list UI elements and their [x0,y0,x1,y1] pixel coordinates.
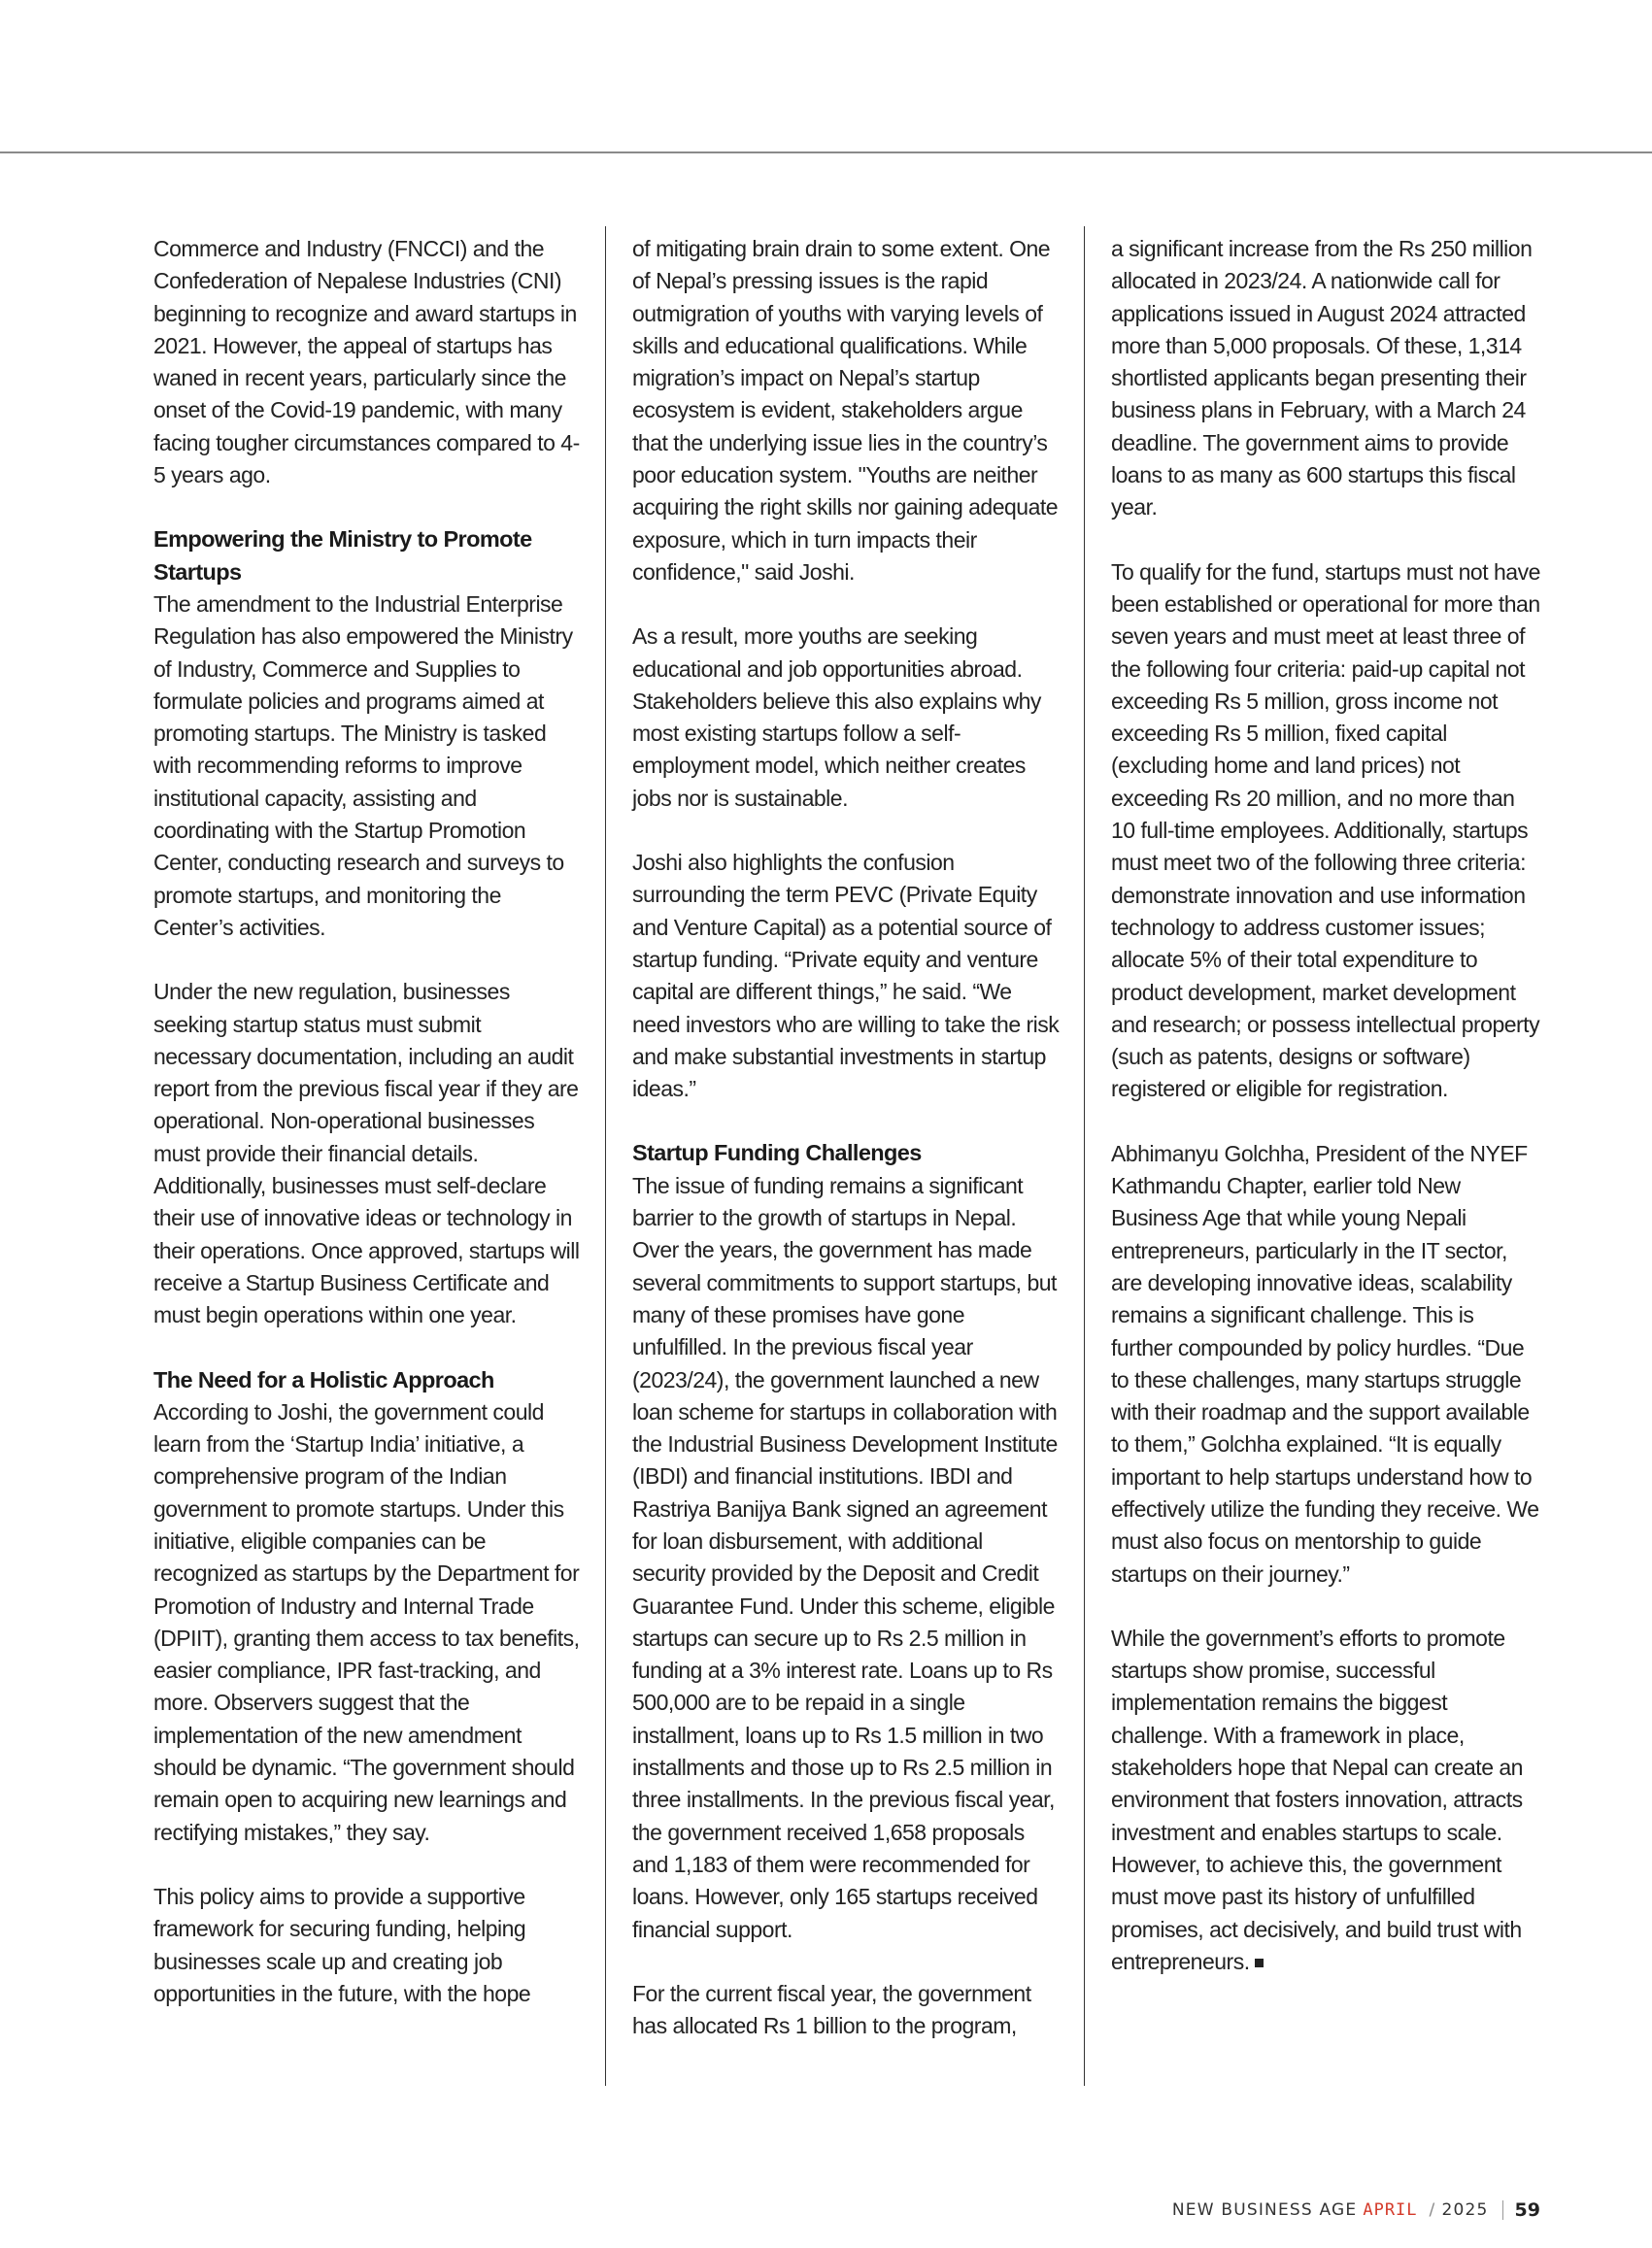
header-rule [0,151,1652,153]
column-divider [605,226,606,2086]
final-paragraph [1111,1623,1540,1978]
paragraph: According to Joshi, the government could learn from the ‘Startup India’ initiative, a comprehensive program of the Indian government to promote startups. Under this initiative, eligible companies can be recognized as startups by the Department for Promotion of Industry and Internal Trade (DPIIT), granting them access to tax benefits, easier compliance, IPR fast-tracking, and more. Observers suggest that the implementation of the new amendment should be dynamic. “The government should remain open to acquiring new learnings and rectifying mistakes,” they say. [153,1398,580,1845]
paragraph: Abhimanyu Golchha, President of the NYEF Kathmandu Chapter, earlier told New Business Age that while young Nepali entrepreneurs, particularly in the IT sector, are developing innovative ideas, scalability remains a significant challenge. This is further compounded by policy hurdles. “Due to these challenges, many startups struggle with their roadmap and the support available to them,” Golchha explained. “It is equally important to help startups understand how to effectively utilize the funding they receive. We must also focus on mentorship to guide startups on their journey.” [1111,1140,1539,1587]
date-separator: / [1429,2200,1436,2220]
paragraph: Under the new regulation, businesses seeking startup status must submit necessary documentation, including an audit report from the previous fiscal year if they are operational. Non-operational businesses must provide their financial details. Additionally, businesses must self-declare their use of innovative ideas or technology in their operations. Once approved, startups will receive a Startup Business Certificate and must begin operations within one year. [153,979,580,1328]
page-number: 59 [1514,2199,1540,2221]
article-column-2 [632,233,1060,2074]
paragraph-text: While the government’s efforts to promote startups show promise, successful implementation remains the biggest challenge. With a framework in place, stakeholders hope that Nepal can create an environment that fosters innovation, attracts investment and enables startups to scale. However, to achieve this, the government must move past its history of unfulfilled promises, act decisively, and build trust with entrepreneurs. [1111,1625,1523,1974]
page-footer [1172,2199,1540,2221]
paragraph: The amendment to the Industrial Enterprise Regulation has also empowered the Ministry of Industry, Commerce and Supplies to formulate policies and programs aimed at promoting startups. The Ministry is tasked with recommending reforms to improve institutional capacity, assisting and coordinating with the Startup Promotion Center, conducting research and surveys to promote startups, and monitoring the Center’s activities. [153,590,573,940]
issue-year: 2025 [1441,2200,1489,2220]
paragraph: a significant increase from the Rs 250 million allocated in 2023/24. A nationwide call for applications issued in August 2024 attracted more than 5,000 proposals. Of these, 1,314 shortlisted applicants began presenting their business plans in February, with a March 24 deadline. The government aims to provide loans to as many as 600 startups this fiscal year. [1111,236,1533,520]
section-heading: Empowering the Ministry to Promote Startups [153,526,532,585]
article-column-3 [1111,233,1540,2010]
end-of-article-icon [1255,1959,1264,1967]
paragraph: Commerce and Industry (FNCCI) and the Confederation of Nepalese Industries (CNI) beginning to recognize and award startups in 2021. However, the appeal of startups has waned in recent years, particularly since the onset of the Covid-19 pandemic, with many facing tougher circumstances compared to 4-5 years ago. [153,236,580,488]
paragraph: For the current fiscal year, the government has allocated Rs 1 billion to the program, [632,1980,1031,2039]
section-heading: The Need for a Holistic Approach [153,1366,494,1392]
paragraph: As a result, more youths are seeking educational and job opportunities abroad. Stakeholders believe this also explains why most existing startups follow a self-employment model, which neither creates jobs nor is sustainable. [632,623,1041,811]
article-column-1 [153,233,581,2042]
paragraph: This policy aims to provide a supportive framework for securing funding, helping businesses scale up and creating job opportunities in the future, with the hope [153,1883,531,2006]
column-divider [1084,226,1085,2086]
footer-divider [1502,2200,1503,2220]
paragraph: Joshi also highlights the confusion surrounding the term PEVC (Private Equity and Venture Capital) as a potential source of startup funding. “Private equity and venture capital are different things,” he said. “We need investors who are willing to take the risk and make substantial investments in startup ideas.” [632,850,1060,1102]
paragraph: To qualify for the fund, startups must not have been established or operational for more than seven years and must meet at least three of the following four criteria: paid-up capital not exceeding Rs 5 million, gross income not exceeding Rs 5 million, fixed capital (excluding home and land prices) not exceeding Rs 20 million, and no more than 10 full-time employees. Additionally, startups must meet two of the following three criteria: demonstrate innovation and use information technology to address customer issues; allocate 5% of their total expenditure to product development, market development and research; or possess intellectual property (such as patents, designs or software) registered or eligible for registration. [1111,558,1540,1102]
issue-month: APRIL [1363,2200,1418,2220]
magazine-name: NEW BUSINESS AGE [1171,2200,1358,2220]
section-heading: Startup Funding Challenges [632,1140,922,1166]
paragraph: of mitigating brain drain to some extent. One of Nepal’s pressing issues is the rapid outmigration of youths with varying levels of skills and educational qualifications. While migration’s impact on Nepal’s startup ecosystem is evident, stakeholders argue that the underlying issue lies in the country’s poor education system. "Youths are neither acquiring the right skills nor gaining adequate exposure, which in turn impacts their confidence," said Joshi. [632,236,1059,585]
paragraph: The issue of funding remains a significant barrier to the growth of startups in Nepal. Over the years, the government has made several commitments to support startups, but many of these promises have gone unfulfilled. In the previous fiscal year (2023/24), the government launched a new loan scheme for startups in collaboration with the Industrial Business Development Institute (IBDI) and financial institutions. IBDI and Rastriya Banijya Bank signed an agreement for loan disbursement, with additional security provided by the Deposit and Credit Guarantee Fund. Under this scheme, eligible startups can secure up to Rs 2.5 million in funding at a 3% interest rate. Loans up to Rs 500,000 are to be repaid in a single installment, loans up to Rs 1.5 million in two installments and those up to Rs 2.5 million in three installments. In the previous fiscal year, the government received 1,658 proposals and 1,183 of them were recommended for loans. However, only 165 startups received financial support. [632,1172,1058,1942]
